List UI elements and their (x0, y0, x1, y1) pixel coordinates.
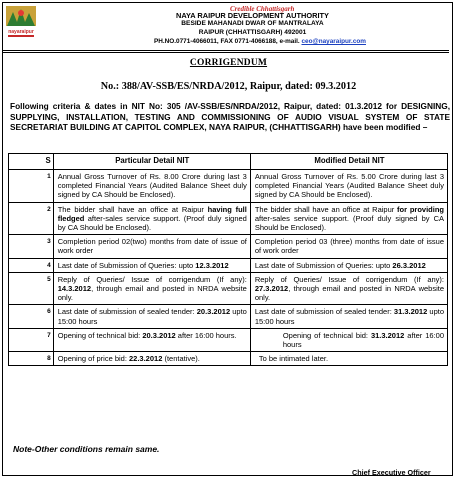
contact-prefix: PH.NO.0771-4066011, FAX 0771-4066188, e-mail. (154, 38, 300, 45)
mod-date: 31.3.2012 (393, 307, 428, 317)
mod-text: after 16:00 hours (282, 330, 445, 350)
nit-text: Opening of technical bid: (57, 330, 143, 340)
row-sno: 3 (9, 235, 54, 258)
nit-text: Reply of Queries/ Issue of corrigendum (If any): (57, 274, 247, 284)
table-row (9, 272, 448, 305)
mod-date: 31.3.2012 (370, 330, 405, 340)
mod-text: upto 15:00 hours (254, 307, 444, 326)
note-text: Note-Other conditions remain same. (13, 444, 160, 454)
nit-text: Last date of Submission of Queries: upto (57, 260, 196, 270)
nit-text: upto 15:00 hours (57, 307, 247, 326)
mod-date: 27.3.2012 (254, 284, 289, 294)
page-title: CORRIGENDUM (189, 58, 268, 68)
nit-cell (53, 258, 250, 272)
table-row (9, 352, 448, 366)
col-header-nit: Particular Detail NIT (53, 154, 250, 170)
mod-cell (250, 328, 447, 351)
table-row (9, 305, 448, 328)
nayaraipur-logo (4, 4, 38, 40)
nit-cell (53, 202, 250, 235)
nit-cell: Annual Gross Turnover of Rs. 8.00 Crore during last 3 completed Financial Years (Audited Balance Sheet duly signed by CA Should be Enclosed). (53, 170, 250, 203)
modification-table (8, 153, 448, 366)
mod-text: , through email and posted in NRDA website only. (254, 284, 444, 303)
nayaraipur-logo-icon (4, 4, 38, 40)
row-sno: 5 (9, 272, 54, 305)
nit-cell (53, 272, 250, 305)
row-sno: 2 (9, 202, 54, 235)
header-rule-bottom (2, 52, 449, 53)
nit-text: , through email and posted in NRDA website only. (57, 284, 247, 303)
nit-text: after 16:00 hours. (175, 330, 237, 340)
nit-date: 12.3.2012 (195, 260, 229, 270)
row-sno: 8 (9, 352, 54, 366)
mod-date: 26.3.2012 (392, 260, 426, 270)
org-name: NAYA RAIPUR DEVELOPMENT AUTHORITY (176, 11, 329, 20)
table-row (9, 258, 448, 272)
mod-cell (250, 272, 447, 305)
col-header-sno: S (9, 154, 54, 170)
mod-cell: To be intimated later. (250, 352, 447, 366)
mod-text: Reply of Queries/ Issue of corrigendum (If any): (254, 274, 444, 284)
table-row (9, 235, 448, 258)
reference-number: No.: 388/AV-SSB/ES/NRDA/2012, Raipur, dated: 09.3.2012 (100, 81, 357, 92)
nit-text: Last date of submission of sealed tender: (57, 307, 197, 317)
nit-cell (53, 328, 250, 351)
mod-cell (250, 202, 447, 235)
mod-cell (250, 258, 447, 272)
nit-date: 20.3.2012 (142, 330, 176, 340)
address-line-2: RAIPUR (CHHATTISGARH) 492001 (198, 29, 307, 36)
mod-text: Opening of technical bid: (282, 330, 371, 340)
nit-cell (53, 305, 250, 328)
mod-text: after-sales service support. (Proof duly signed by CA Should be Enclosed). (254, 213, 444, 233)
mod-text: Last date of Submission of Queries: upto (254, 260, 393, 270)
logo-right-text: Credible Chhattisgarh (230, 5, 295, 13)
nit-text: The bidder shall have an office at Raipur (57, 204, 208, 214)
nit-date: 14.3.2012 (57, 284, 92, 294)
nit-date: 22.3.2012 (129, 354, 163, 364)
mod-text: Last date of submission of sealed tender: (254, 307, 394, 317)
nit-date: 20.3.2012 (196, 307, 231, 317)
row-sno: 6 (9, 305, 54, 328)
mod-emphasis: for providing (397, 204, 444, 214)
mod-cell: Annual Gross Turnover of Rs. 5.00 Crore during last 3 completed Financial Years (Audited Balance Sheet duly signed by CA Should be Enclosed). (250, 170, 447, 203)
nit-cell (53, 352, 250, 366)
contact-line (130, 38, 390, 45)
table-row (9, 170, 448, 203)
nit-text: after-sales service support. (Proof duly signed by CA Should be Enclosed). (57, 213, 247, 233)
address-line-1: BESIDE MAHANADI DWAR OF MANTRALAYA (181, 20, 324, 27)
row-sno: 1 (9, 170, 54, 203)
nit-cell: Completion period 02(two) months from date of issue of work order (53, 235, 250, 258)
logo-left-text: nayaraipur (8, 29, 34, 35)
nit-text: (tentative). (162, 354, 200, 364)
nit-text: Opening of price bid: (57, 354, 129, 364)
email-link[interactable]: ceo@nayaraipur.com (301, 38, 366, 45)
signature-designation: Chief Executive Officer (352, 468, 431, 477)
intro-paragraph: Following criteria & dates in NIT No: 305 /AV-SSB/ES/NRDA/2012, Raipur, dated: 01.3.2012 for DESIGNING, SUPPLYING, INSTALLATION, TESTING AND COMMISSIONING OF AUDIO VISUAL SYSTEM OF STATE SECRETARIAT BUILDING AT CAPITOL COMPLEX, NAYA RAIPUR, (CHHATTISGARH) have been modified – (10, 101, 450, 132)
nit-emphasis: having full fledged (57, 204, 247, 223)
header-rule-top (2, 50, 449, 51)
table-row (9, 202, 448, 235)
mod-cell: Completion period 03 (three) months from date of issue of work order (250, 235, 447, 258)
table-header-row (9, 154, 448, 170)
table-row (9, 328, 448, 351)
row-sno: 7 (9, 328, 54, 351)
mod-text: The bidder shall have an office at Raipur (254, 204, 398, 214)
col-header-mod: Modified Detail NIT (250, 154, 447, 170)
row-sno: 4 (9, 258, 54, 272)
mod-cell (250, 305, 447, 328)
